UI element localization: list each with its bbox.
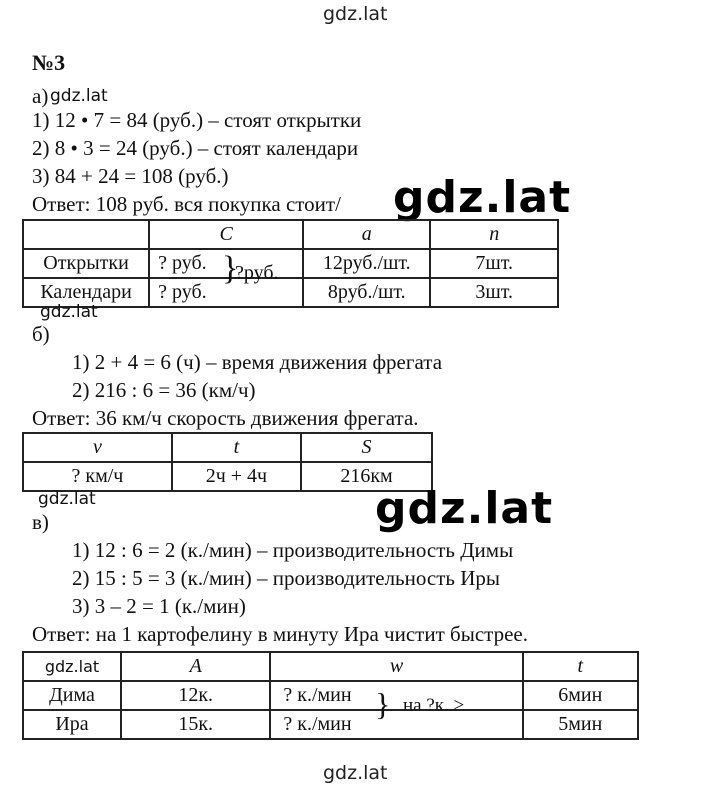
table-row (23, 462, 432, 491)
table-cell (23, 652, 121, 681)
table-header-cell: C (149, 220, 303, 249)
table-cell: 2ч + 4ч (172, 462, 301, 491)
table-cell: 8руб./шт. (303, 278, 430, 307)
table-row (23, 681, 638, 710)
watermark-top: gdz.lat (323, 3, 388, 25)
table-cell: 12к. (121, 681, 270, 710)
table-cell (23, 220, 149, 249)
part-a-line-1: 1) 12 • 7 = 84 (руб.) – стоят открытки (32, 108, 362, 132)
part-v-line-2: 2) 15 : 5 = 3 (к./мин) – производительность Иры (72, 566, 500, 590)
table-cell: ? к./мин (270, 681, 522, 710)
table-cell: 216км (301, 462, 432, 491)
part-v-answer: Ответ: на 1 картофелину в минуту Ира чистит быстрее. (32, 622, 528, 646)
table-cell: 6мин (523, 681, 638, 710)
brace-icon: } (222, 250, 239, 287)
table-header-cell: A (121, 652, 270, 681)
part-b-label: б) (32, 322, 50, 346)
table-row (23, 710, 638, 739)
table-header-cell: t (523, 652, 638, 681)
table-cell: ? руб. (149, 249, 303, 278)
table-row (23, 433, 432, 462)
compare-arrow-icon (398, 704, 490, 716)
watermark-big-1: gdz.lat (393, 172, 572, 223)
table-header-cell: a (303, 220, 430, 249)
part-b-answer: Ответ: 36 км/ч скорость движения фрегата. (32, 406, 419, 430)
part-b-line-1: 1) 2 + 4 = 6 (ч) – время движения фрегата (72, 350, 443, 374)
table-header-cell: w (270, 652, 522, 681)
table-cell: Дима (23, 681, 121, 710)
watermark-big-2: gdz.lat (375, 483, 554, 534)
part-b-line-2: 2) 216 : 6 = 36 (км/ч) (72, 378, 256, 402)
watermark-b-small: gdz.lat (40, 302, 98, 322)
part-a-line-3: 3) 84 + 24 = 108 (руб.) (32, 164, 229, 188)
table-header-cell: t (172, 433, 301, 462)
watermark-a-small: gdz.lat (50, 86, 108, 106)
part-v-label: в) (32, 510, 49, 534)
brace-icon: } (375, 686, 391, 722)
table-cell: Ира (23, 710, 121, 739)
part-v-line-3: 3) 3 – 2 = 1 (к./мин) (72, 594, 246, 618)
watermark-table: gdz.lat (44, 657, 100, 676)
part-a-answer: Ответ: 108 руб. вся покупка стоит/ (32, 192, 341, 216)
table-cell: 3шт. (430, 278, 558, 307)
table-cell: 5мин (523, 710, 638, 739)
table-header-cell: S (301, 433, 432, 462)
table-cell: 7шт. (430, 249, 558, 278)
table-a (22, 219, 559, 308)
table-cell: ? к./мин (270, 710, 522, 739)
table-cell: ? руб. (149, 278, 303, 307)
table-cell: 15к. (121, 710, 270, 739)
table-row (23, 220, 558, 249)
watermark-v-small: gdz.lat (38, 489, 96, 509)
table-v (22, 651, 639, 740)
table-b (22, 432, 433, 492)
table-row (23, 249, 558, 278)
task-number: №3 (32, 50, 66, 75)
table-cell: Календари (23, 278, 149, 307)
part-a-line-2: 2) 8 • 3 = 24 (руб.) – стоят календари (32, 136, 359, 160)
brace-label: ?руб. (235, 262, 279, 284)
table-cell: 12руб./шт. (303, 249, 430, 278)
part-a-label: а) (32, 84, 49, 108)
part-v-line-1: 1) 12 : 6 = 2 (к./мин) – производительность Димы (72, 538, 514, 562)
compare-label: на ?к. > (403, 695, 465, 716)
watermark-bottom: gdz.lat (323, 762, 388, 784)
table-header-cell: v (23, 433, 172, 462)
table-row (23, 652, 638, 681)
table-row (23, 278, 558, 307)
table-cell: ? км/ч (23, 462, 172, 491)
table-cell: Открытки (23, 249, 149, 278)
table-header-cell: n (430, 220, 558, 249)
